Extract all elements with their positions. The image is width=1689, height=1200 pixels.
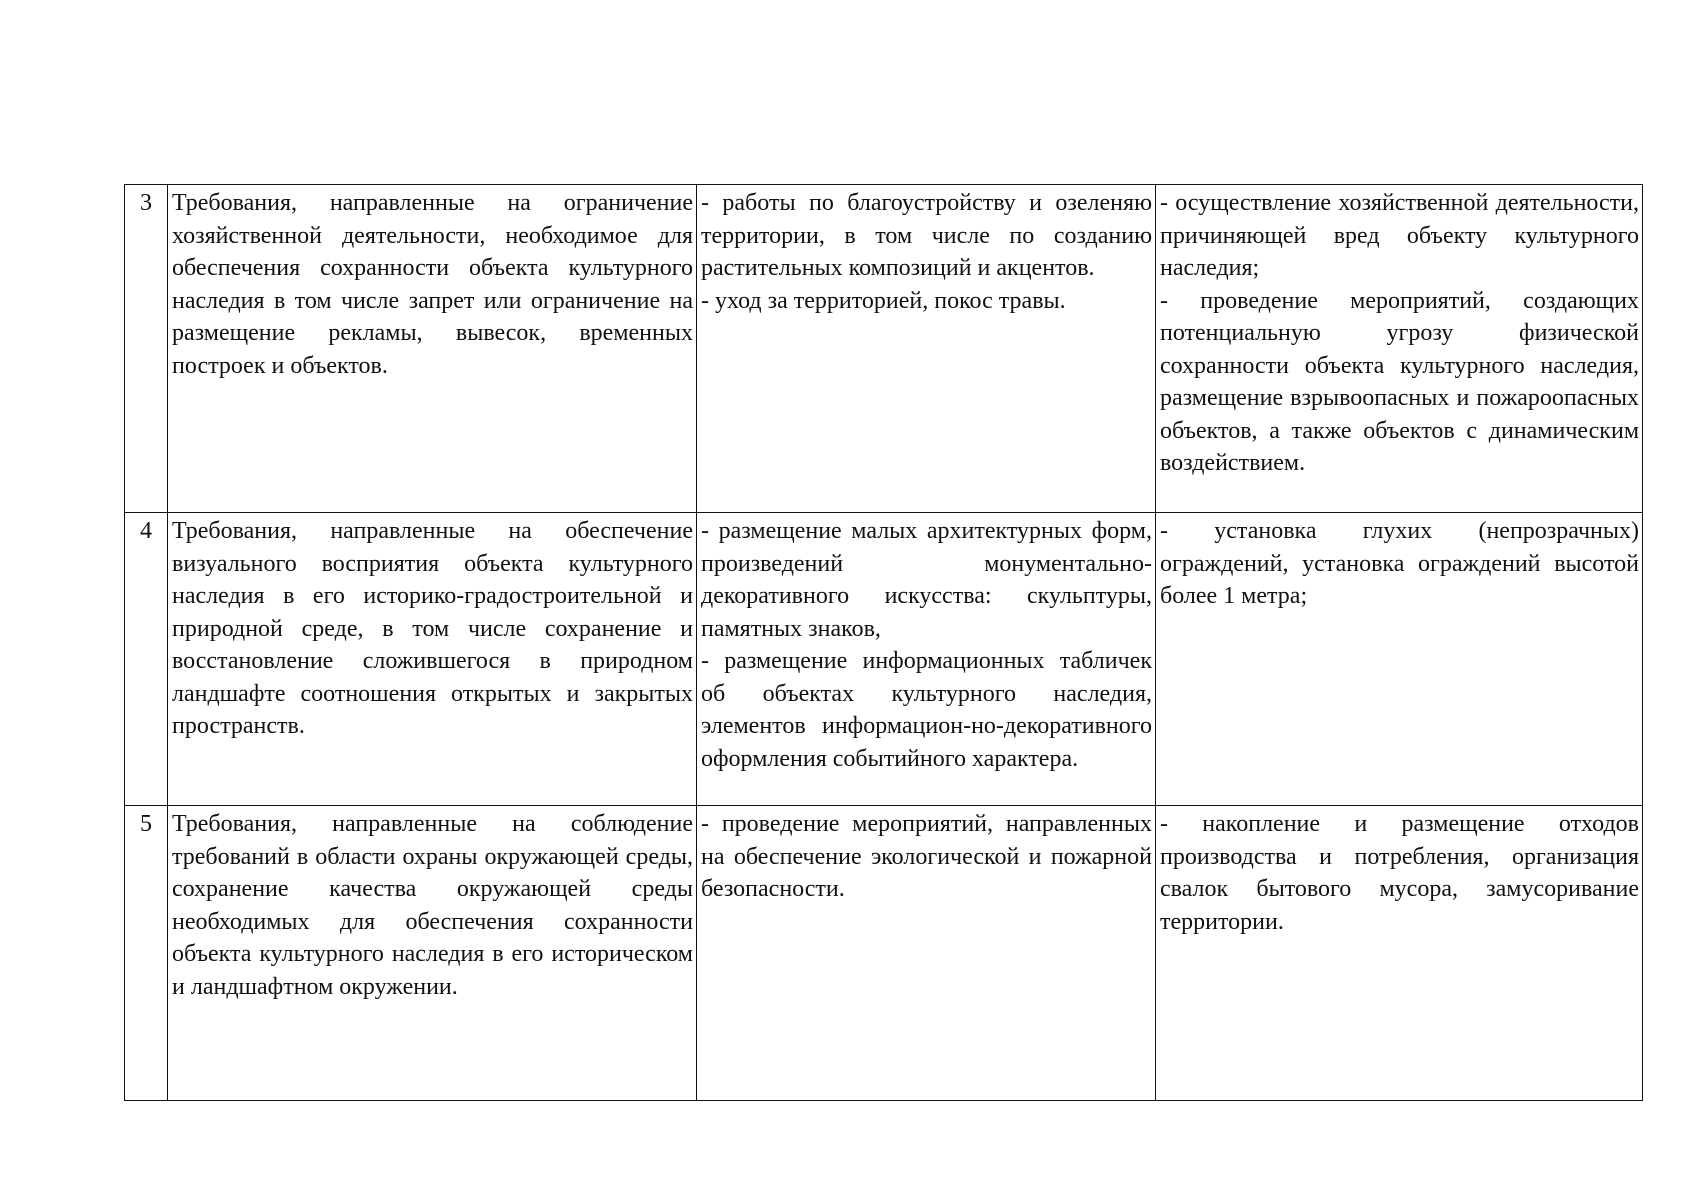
allowed-cell (697, 806, 1156, 1101)
prohibited-cell (1156, 185, 1643, 513)
allowed-item: - размещение информационных табличек об объектах культурного наследия, элементов информацион-но-декоративного оформления событийного характера. (701, 648, 1152, 772)
allowed-item: - размещение малых архитектурных форм, произведений монументально-декоративного искусства: скульптуры, памятных знаков, (701, 518, 1152, 642)
allowed-item: - уход за территорией, покос травы. (701, 287, 1066, 314)
allowed-item: - работы по благоустройству и озеленяю территории, в том числе по созданию растительных композиций и акцентов. (701, 190, 1152, 281)
prohibited-item: - накопление и размещение отходов производства и потребления, организация свалок бытового мусора, замусоривание территории. (1160, 811, 1639, 935)
prohibited-item: - осуществление хозяйственной деятельности, причиняющей вред объекту культурного наследия; (1160, 190, 1639, 281)
row-number: 3 (125, 185, 168, 513)
row-number: 5 (125, 806, 168, 1101)
row-number: 4 (125, 513, 168, 806)
table-row (125, 513, 1643, 806)
requirement-cell: Требования, направленные на ограничение хозяйственной деятельности, необходимое для обеспечения сохранности объекта культурного наследия в том числе запрет или ограничение на размещение рекламы, вывесок, временных построек и объектов. (168, 185, 697, 513)
requirement-cell: Требования, направленные на соблюдение требований в области охраны окружающей среды, сохранение качества окружающей среды необходимых для обеспечения сохранности объекта культурного наследия в его историческом и ландшафтном окружении. (168, 806, 697, 1101)
requirement-cell: Требования, направленные на обеспечение визуального восприятия объекта культурного наследия в его историко-градостроительной и природной среде, в том числе сохранение и восстановление сложившегося в природном ландшафте соотношения открытых и закрытых пространств. (168, 513, 697, 806)
table-row (125, 185, 1643, 513)
allowed-item: - проведение мероприятий, направленных на обеспечение экологической и пожарной безопасности. (701, 811, 1152, 902)
allowed-cell (697, 185, 1156, 513)
table-row (125, 806, 1643, 1101)
prohibited-item: - установка глухих (непрозрачных) ограждений, установка ограждений высотой более 1 метра; (1160, 518, 1639, 609)
allowed-cell (697, 513, 1156, 806)
requirements-table (124, 184, 1643, 1101)
prohibited-cell (1156, 806, 1643, 1101)
prohibited-item: - проведение мероприятий, создающих потенциальную угрозу физической сохранности объекта культурного наследия, размещение взрывоопасных и пожароопасных объектов, а также объектов с динамическим воздействием. (1160, 287, 1639, 476)
prohibited-cell (1156, 513, 1643, 806)
